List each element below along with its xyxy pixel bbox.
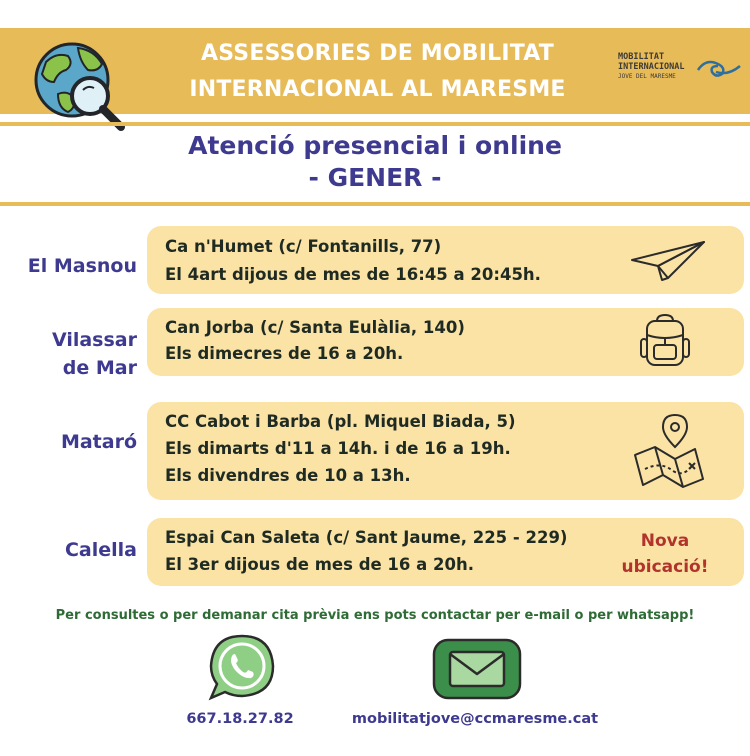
card-line: Els divendres de 10 a 13h. [165, 466, 411, 485]
subtitle [0, 130, 750, 194]
subtitle-divider [0, 202, 750, 206]
city-line2: de Mar [62, 357, 137, 379]
phone-number[interactable]: 667.18.27.82 [186, 711, 294, 727]
card-line: Els dimecres de 16 a 20h. [165, 344, 404, 363]
whatsapp-icon[interactable] [205, 632, 279, 704]
brand-logo [618, 52, 743, 92]
header-title-line2: INTERNACIONAL AL MARESME [189, 77, 566, 102]
city-el-masnou: El Masnou [27, 255, 137, 277]
wave-icon [696, 54, 742, 80]
location-card-vilassar-de-mar [147, 308, 744, 376]
map-pin-icon [631, 410, 707, 492]
new-location-badge [600, 528, 730, 580]
card-line: Espai Can Saleta (c/ Sant Jaume, 225 - 229) [165, 528, 568, 547]
location-card-el-masnou [147, 226, 744, 294]
card-line: Can Jorba (c/ Santa Eulàlia, 140) [165, 318, 465, 337]
header-title [150, 36, 605, 108]
brand-line3: JOVE DEL MARESME [618, 73, 676, 80]
brand-line1: MOBILITAT [618, 52, 665, 62]
email-address[interactable]: mobilitatjove@ccmaresme.cat [351, 711, 599, 727]
city-vilassar-de-mar [17, 326, 137, 382]
city-calella: Calella [64, 539, 137, 561]
backpack-icon [639, 312, 691, 370]
card-line: CC Cabot i Barba (pl. Miquel Biada, 5) [165, 412, 516, 431]
paper-plane-icon [627, 238, 709, 282]
brand-line2: INTERNACIONAL [618, 62, 685, 72]
city-line1: Vilassar [51, 329, 137, 351]
card-line: Ca n'Humet (c/ Fontanills, 77) [165, 237, 442, 256]
card-line: El 3er dijous de mes de 16 a 20h. [165, 555, 474, 574]
card-line: Els dimarts d'11 a 14h. i de 16 a 19h. [165, 439, 511, 458]
location-card-mataro [147, 402, 744, 500]
badge-line1: Nova [640, 531, 690, 551]
city-mataro: Mataró [60, 431, 137, 453]
contact-note: Per consultes o per demanar cita prèvia ens pots contactar per e-mail o per whatsapp! [55, 608, 695, 623]
badge-line2: ubicació! [621, 557, 709, 577]
header-title-line1: ASSESSORIES DE MOBILITAT [201, 41, 554, 66]
mail-icon[interactable] [430, 636, 524, 702]
card-line: El 4art dijous de mes de 16:45 a 20:45h. [165, 265, 541, 284]
header-divider [0, 122, 750, 126]
subtitle-line1: Atenció presencial i online [188, 131, 562, 160]
subtitle-line2: - GENER - [308, 163, 442, 192]
